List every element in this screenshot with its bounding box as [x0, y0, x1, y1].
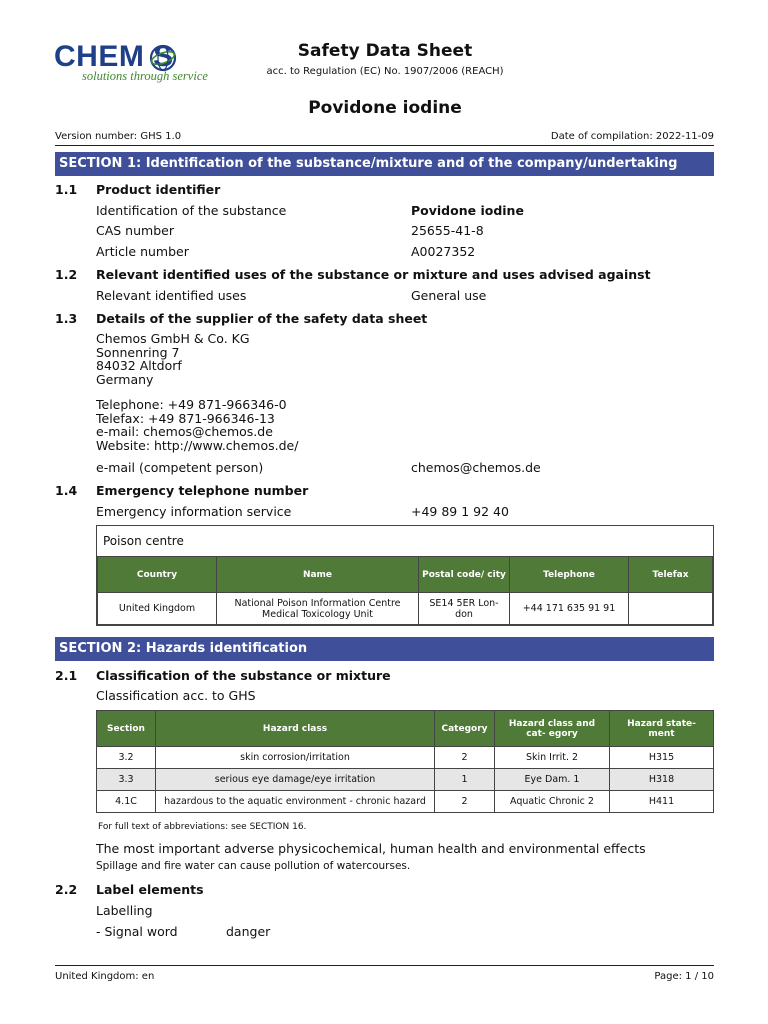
- subsection-title: Product identifier: [96, 182, 221, 197]
- subsection-title: Classification of the substance or mixture: [96, 668, 391, 683]
- logo-wordmark: CHEM S: [54, 40, 174, 73]
- subsection-title: Label elements: [96, 882, 204, 897]
- field-value: 25655-41-8: [411, 223, 484, 238]
- table-cell: Skin Irrit. 2: [495, 747, 610, 769]
- field-label: Labelling: [96, 903, 153, 918]
- table-row: [97, 747, 714, 769]
- subsection-number: 2.1: [55, 668, 78, 683]
- table-cell: 2: [435, 747, 495, 769]
- table-row: [98, 593, 713, 625]
- table-cell: hazardous to the aquatic environment - chronic hazard: [156, 791, 435, 813]
- version-number: Version number: GHS 1.0: [55, 131, 182, 142]
- signal-word-value: danger: [226, 924, 271, 939]
- column-header: Name: [217, 557, 419, 593]
- table-cell: Eye Dam. 1: [495, 769, 610, 791]
- field-label: Classification acc. to GHS: [96, 688, 256, 703]
- table-cell: [629, 593, 713, 625]
- subsection-title: Emergency telephone number: [96, 483, 309, 498]
- section-1-heading: SECTION 1: Identification of the substance/mixture and of the company/undertaking: [55, 152, 714, 176]
- field-label: Emergency information service: [96, 504, 292, 519]
- effects-title: The most important adverse physicochemical, human health and environmental effects: [96, 841, 646, 856]
- supplier-address: Chemos GmbH & Co. KG Sonnenring 7 84032 Altdorf Germany: [96, 331, 250, 387]
- table-cell: H318: [610, 769, 714, 791]
- field-label: Identification of the substance: [96, 203, 287, 218]
- table-cell: 2: [435, 791, 495, 813]
- field-label: Relevant identified uses: [96, 288, 247, 303]
- column-header: Hazard state- ment: [610, 711, 714, 747]
- table-cell: serious eye damage/eye irritation: [156, 769, 435, 791]
- section-2-heading: SECTION 2: Hazards identification: [55, 637, 714, 661]
- ghs-classification-table: [96, 710, 714, 813]
- table-cell: SE14 5ER Lon- don: [419, 593, 510, 625]
- field-value: +49 89 1 92 40: [411, 504, 509, 519]
- subsection-number: 1.1: [55, 182, 78, 197]
- footer-divider: [55, 965, 714, 966]
- subsection-number: 1.2: [55, 267, 78, 282]
- column-header: Hazard class: [156, 711, 435, 747]
- column-header: Hazard class and cat- egory: [495, 711, 610, 747]
- table-cell: H315: [610, 747, 714, 769]
- subsection-number: 2.2: [55, 882, 78, 897]
- table-cell: skin corrosion/irritation: [156, 747, 435, 769]
- table-cell: 3.2: [97, 747, 156, 769]
- table-cell: United Kingdom: [98, 593, 217, 625]
- effects-text: Spillage and fire water can cause pollution of watercourses.: [96, 860, 411, 872]
- document-title: Safety Data Sheet: [297, 41, 473, 61]
- subsection-title: Details of the supplier of the safety data sheet: [96, 311, 428, 326]
- column-header: Telephone: [510, 557, 629, 593]
- header-divider: [55, 145, 714, 146]
- table-row: [97, 791, 714, 813]
- table-cell: H411: [610, 791, 714, 813]
- footer-language: United Kingdom: en: [55, 971, 155, 982]
- column-header: Country: [98, 557, 217, 593]
- subsection-title: Relevant identified uses of the substance or mixture and uses advised against: [96, 267, 651, 282]
- poison-centre-table: [96, 525, 714, 626]
- field-value: General use: [411, 288, 487, 303]
- table-cell: National Poison Information Centre Medical Toxicology Unit: [217, 593, 419, 625]
- signal-word-label: - Signal word: [96, 924, 178, 939]
- logo-tagline: solutions through service: [82, 69, 208, 83]
- table-cell: 3.3: [97, 769, 156, 791]
- column-header: Telefax: [629, 557, 713, 593]
- competent-email-link[interactable]: chemos@chemos.de: [411, 460, 541, 475]
- table-caption: Poison centre: [103, 534, 184, 548]
- table-footnote: For full text of abbreviations: see SECTION 16.: [98, 822, 307, 832]
- table-cell: +44 171 635 91 91: [510, 593, 629, 625]
- field-value: A0027352: [411, 244, 476, 259]
- column-header: Postal code/ city: [419, 557, 510, 593]
- product-title: Povidone iodine: [308, 98, 462, 118]
- compilation-date: Date of compilation: 2022-11-09: [550, 131, 714, 142]
- subsection-number: 1.3: [55, 311, 78, 326]
- column-header: Category: [435, 711, 495, 747]
- field-value: Povidone iodine: [411, 203, 524, 218]
- column-header: Section: [97, 711, 156, 747]
- document-subtitle: acc. to Regulation (EC) No. 1907/2006 (REACH): [266, 66, 504, 77]
- table-cell: 4.1C: [97, 791, 156, 813]
- field-label: Article number: [96, 244, 189, 259]
- page-number: Page: 1 / 10: [654, 971, 714, 982]
- supplier-contacts: Telephone: +49 871-966346-0 Telefax: +49 871-966346-13 e-mail: chemos@chemos.de Website: http://www.chemos.de/: [96, 397, 299, 453]
- field-label: e-mail (competent person): [96, 460, 264, 475]
- table-cell: 1: [435, 769, 495, 791]
- table-row: [97, 769, 714, 791]
- subsection-number: 1.4: [55, 483, 78, 498]
- table-cell: Aquatic Chronic 2: [495, 791, 610, 813]
- field-label: CAS number: [96, 223, 174, 238]
